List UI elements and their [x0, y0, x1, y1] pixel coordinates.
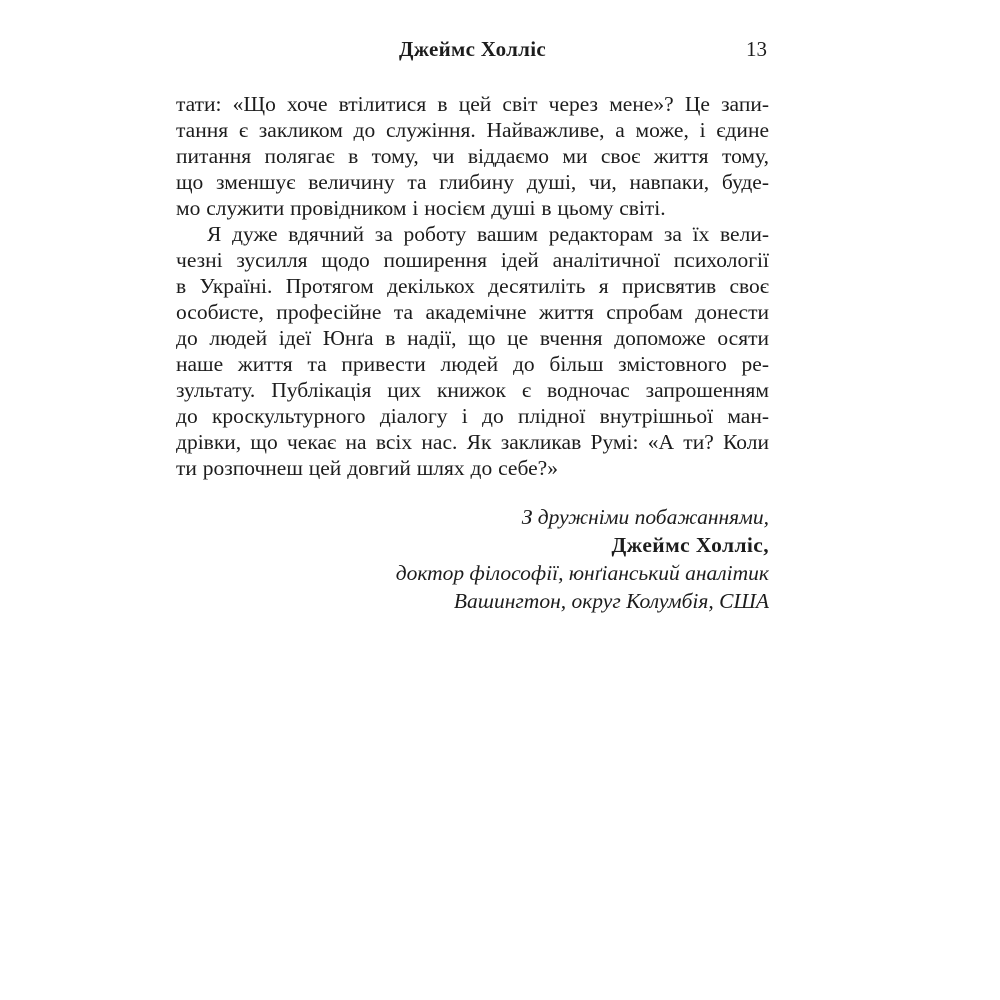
body-line: особисте, професійне та академічне життя спробам донести	[176, 300, 769, 324]
book-page	[176, 0, 769, 1000]
body-line: мо служити провідником і носієм душі в цьому світі.	[176, 196, 666, 220]
body-text	[176, 91, 769, 481]
body-line: ти розпочнеш цей довгий шлях до себе?»	[176, 456, 558, 480]
body-line: наше життя та привести людей до більш змістовного ре-	[176, 352, 769, 376]
body-line: що зменшує величину та глибину душі, чи, навпаки, буде-	[176, 170, 769, 194]
signature-block	[176, 503, 769, 615]
body-line: в Україні. Протягом декількох десятиліть я присвятив своє	[176, 274, 769, 298]
signature-closing: З дружніми побажаннями,	[521, 505, 769, 529]
signature-name: Джеймс Холліс,	[611, 533, 769, 557]
page-number: 13	[746, 37, 767, 61]
body-line: тання є закликом до служіння. Найважливе, а може, і єдине	[176, 118, 769, 142]
body-line: чезні зусилля щодо поширення ідей аналітичної психології	[176, 248, 769, 272]
body-line: до кроскультурного діалогу і до плідної внутрішньої ман-	[176, 404, 769, 428]
body-line: тати: «Що хоче втілитися в цей світ через мене»? Це запи-	[176, 92, 769, 116]
body-line: дрівки, що чекає на всіх нас. Як закликав Румі: «А ти? Коли	[176, 430, 769, 454]
body-line: до людей ідеї Юнґа в надії, що це вчення допоможе осяти	[176, 326, 769, 350]
signature-title: доктор філософії, юнґіанський аналітик	[395, 561, 769, 585]
page-header	[176, 36, 769, 62]
signature-location: Вашингтон, округ Колумбія, США	[453, 589, 769, 613]
body-line: зультату. Публікація цих книжок є водночас запрошенням	[176, 378, 769, 402]
body-line: Я дуже вдячний за роботу вашим редакторам за їх вели-	[207, 222, 769, 246]
running-title: Джеймс Холліс	[398, 37, 547, 61]
body-line: питання полягає в тому, чи віддаємо ми своє життя тому,	[176, 144, 769, 168]
